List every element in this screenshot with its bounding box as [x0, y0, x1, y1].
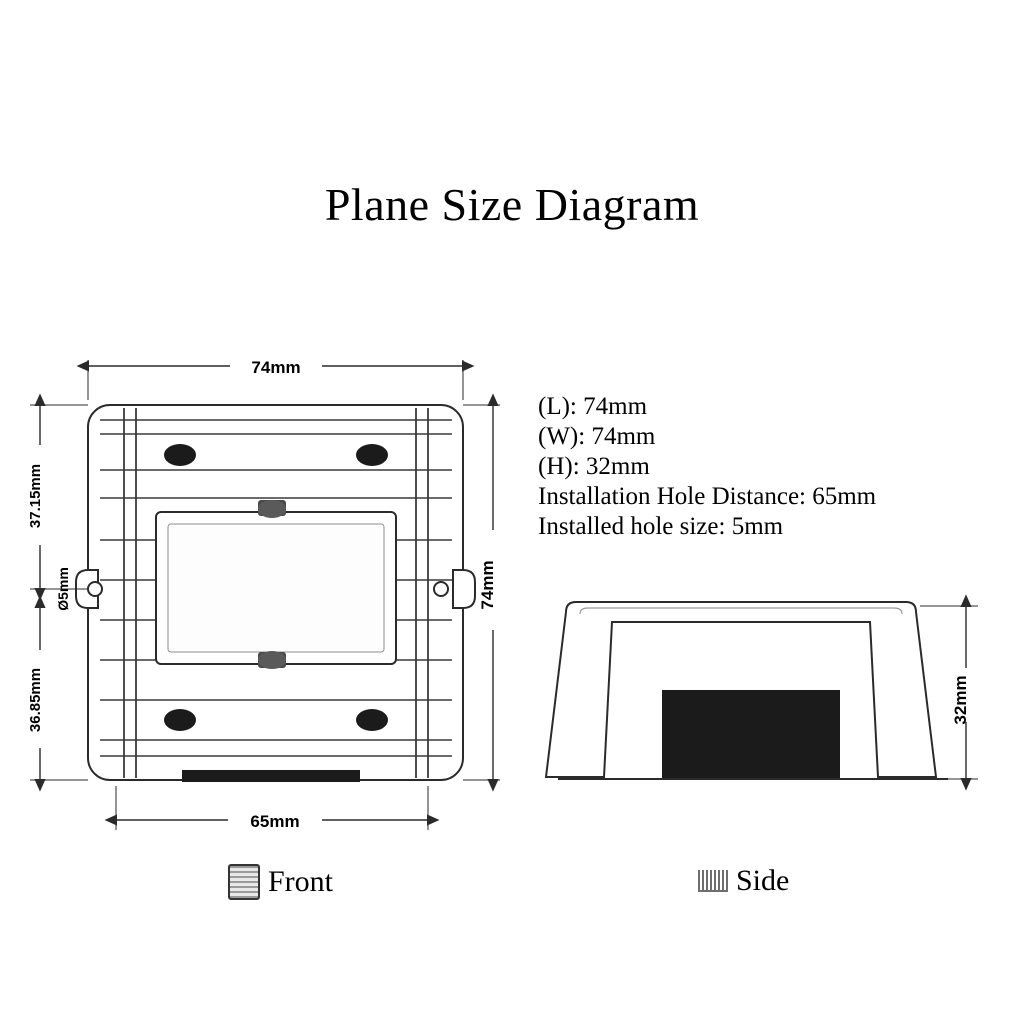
side-view-icon: [698, 870, 728, 892]
front-center-plate-inner: [168, 524, 384, 652]
mounting-screw-top-right: [356, 444, 388, 466]
dim-side-height-label: 32mm: [951, 675, 970, 725]
side-label-block: [662, 690, 840, 778]
front-bottom-connector-cap: [258, 651, 286, 669]
dim-left-upper-label: 37.15mm: [27, 463, 44, 529]
legend-front: [228, 864, 333, 900]
legend-side: [698, 864, 789, 898]
page-title: Plane Size Diagram: [324, 179, 700, 230]
spec-width: (W): 74mm: [538, 423, 656, 450]
side-view: [546, 602, 978, 779]
dim-top-label: 74mm: [251, 358, 301, 377]
dim-hole-label: Ø5mm: [55, 567, 71, 611]
spec-hole-distance: Installation Hole Distance: 65mm: [538, 483, 877, 510]
dim-right-label: 74mm: [478, 560, 497, 610]
mounting-screw-bottom-right: [356, 709, 388, 731]
legend-front-label: Front: [268, 865, 334, 898]
mounting-ear-right: [453, 570, 475, 608]
front-view-icon: [228, 864, 260, 900]
mounting-hole-right: [434, 582, 448, 596]
spec-length: (L): 74mm: [538, 393, 648, 420]
mounting-screw-top-left: [164, 444, 196, 466]
spec-height: (H): 32mm: [538, 453, 650, 480]
front-base-strip: [182, 770, 360, 782]
spec-hole-size: Installed hole size: 5mm: [538, 513, 784, 540]
front-view: [27, 358, 500, 831]
mounting-hole-left: [88, 582, 102, 596]
dim-left-lower-label: 36.85mm: [27, 667, 44, 733]
dim-bottom-label: 65mm: [250, 812, 300, 831]
mounting-screw-bottom-left: [164, 709, 196, 731]
legend-side-label: Side: [736, 864, 790, 897]
front-top-connector-cap: [258, 500, 286, 518]
